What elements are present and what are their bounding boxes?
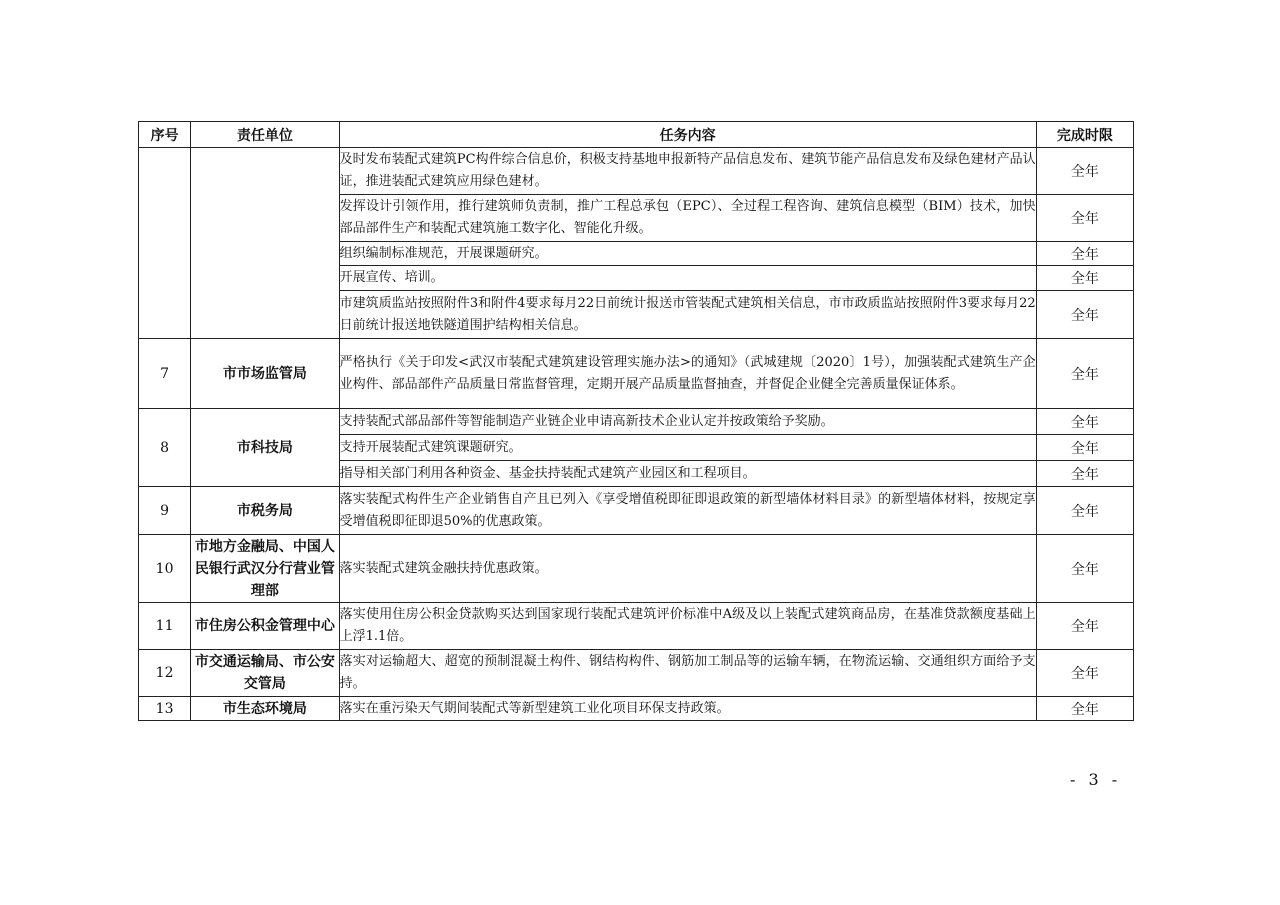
row-task: 严格执行《关于印发<武汉市装配式建筑建设管理实施办法>的通知》（武城建规〔2020〕1号），加强装配式建筑生产企业构件、部品部件产品质量日常监督管理，定期开展产品质量监督抽查，并督促企业健全完善质量保证体系。 (339, 339, 1036, 409)
header-task: 任务内容 (339, 122, 1036, 148)
row-deadline: 全年 (1036, 195, 1133, 242)
row-deadline: 全年 (1036, 461, 1133, 487)
header-unit: 责任单位 (191, 122, 339, 148)
header-no: 序号 (139, 122, 191, 148)
row-deadline: 全年 (1036, 487, 1133, 535)
row-deadline: 全年 (1036, 339, 1133, 409)
task-table (138, 121, 1134, 721)
row-deadline: 全年 (1036, 535, 1133, 603)
table-row (139, 697, 1134, 721)
row-unit: 市税务局 (191, 487, 339, 535)
table-row (139, 603, 1134, 650)
table-row (139, 487, 1134, 535)
row-deadline: 全年 (1036, 291, 1133, 339)
page-number: - 3 - (1070, 770, 1122, 789)
row-task: 支持开展装配式建筑课题研究。 (339, 435, 1036, 461)
row-unit: 市生态环境局 (191, 697, 339, 721)
row-task: 指导相关部门利用各种资金、基金扶持装配式建筑产业园区和工程项目。 (339, 461, 1036, 487)
row-unit: 市住房公积金管理中心 (191, 603, 339, 650)
row-task: 支持装配式部品部件等智能制造产业链企业申请高新技术企业认定并按政策给予奖励。 (339, 409, 1036, 435)
table-header-row (139, 122, 1134, 148)
row-unit (191, 148, 339, 339)
row-deadline: 全年 (1036, 435, 1133, 461)
row-deadline: 全年 (1036, 697, 1133, 721)
table-row (139, 650, 1134, 697)
row-task: 开展宣传、培训。 (339, 266, 1036, 291)
row-deadline: 全年 (1036, 148, 1133, 195)
row-no: 8 (139, 409, 191, 487)
row-task: 落实使用住房公积金贷款购买达到国家现行装配式建筑评价标准中A级及以上装配式建筑商品房，在基准贷款额度基础上上浮1.1倍。 (339, 603, 1036, 650)
table-row (139, 535, 1134, 603)
table-row (139, 148, 1134, 195)
row-no: 7 (139, 339, 191, 409)
row-no: 11 (139, 603, 191, 650)
row-deadline: 全年 (1036, 650, 1133, 697)
row-no: 9 (139, 487, 191, 535)
row-deadline: 全年 (1036, 242, 1133, 266)
row-task: 发挥设计引领作用，推行建筑师负责制，推广工程总承包（EPC）、全过程工程咨询、建筑信息模型（BIM）技术，加快部品部件生产和装配式建筑施工数字化、智能化升级。 (339, 195, 1036, 242)
row-task: 落实对运输超大、超宽的预制混凝土构件、钢结构构件、钢筋加工制品等的运输车辆，在物流运输、交通组织方面给予支持。 (339, 650, 1036, 697)
row-unit: 市交通运输局、市公安交管局 (191, 650, 339, 697)
row-task: 组织编制标准规范，开展课题研究。 (339, 242, 1036, 266)
row-deadline: 全年 (1036, 266, 1133, 291)
row-unit: 市市场监管局 (191, 339, 339, 409)
row-unit: 市科技局 (191, 409, 339, 487)
row-unit: 市地方金融局、中国人民银行武汉分行营业管理部 (191, 535, 339, 603)
row-no: 10 (139, 535, 191, 603)
row-no (139, 148, 191, 339)
row-task: 市建筑质监站按照附件3和附件4要求每月22日前统计报送市管装配式建筑相关信息，市市政质监站按照附件3要求每月22日前统计报送地铁隧道围护结构相关信息。 (339, 291, 1036, 339)
row-deadline: 全年 (1036, 603, 1133, 650)
row-task: 落实在重污染天气期间装配式等新型建筑工业化项目环保支持政策。 (339, 697, 1036, 721)
table-row (139, 339, 1134, 409)
row-task: 落实装配式构件生产企业销售自产且已列入《享受增值税即征即退政策的新型墙体材料目录》的新型墙体材料，按规定享受增值税即征即退50%的优惠政策。 (339, 487, 1036, 535)
row-no: 13 (139, 697, 191, 721)
row-task: 落实装配式建筑金融扶持优惠政策。 (339, 535, 1036, 603)
row-deadline: 全年 (1036, 409, 1133, 435)
table-row (139, 409, 1134, 435)
row-no: 12 (139, 650, 191, 697)
header-deadline: 完成时限 (1036, 122, 1133, 148)
row-task: 及时发布装配式建筑PC构件综合信息价，积极支持基地申报新特产品信息发布、建筑节能产品信息发布及绿色建材产品认证，推进装配式建筑应用绿色建材。 (339, 148, 1036, 195)
